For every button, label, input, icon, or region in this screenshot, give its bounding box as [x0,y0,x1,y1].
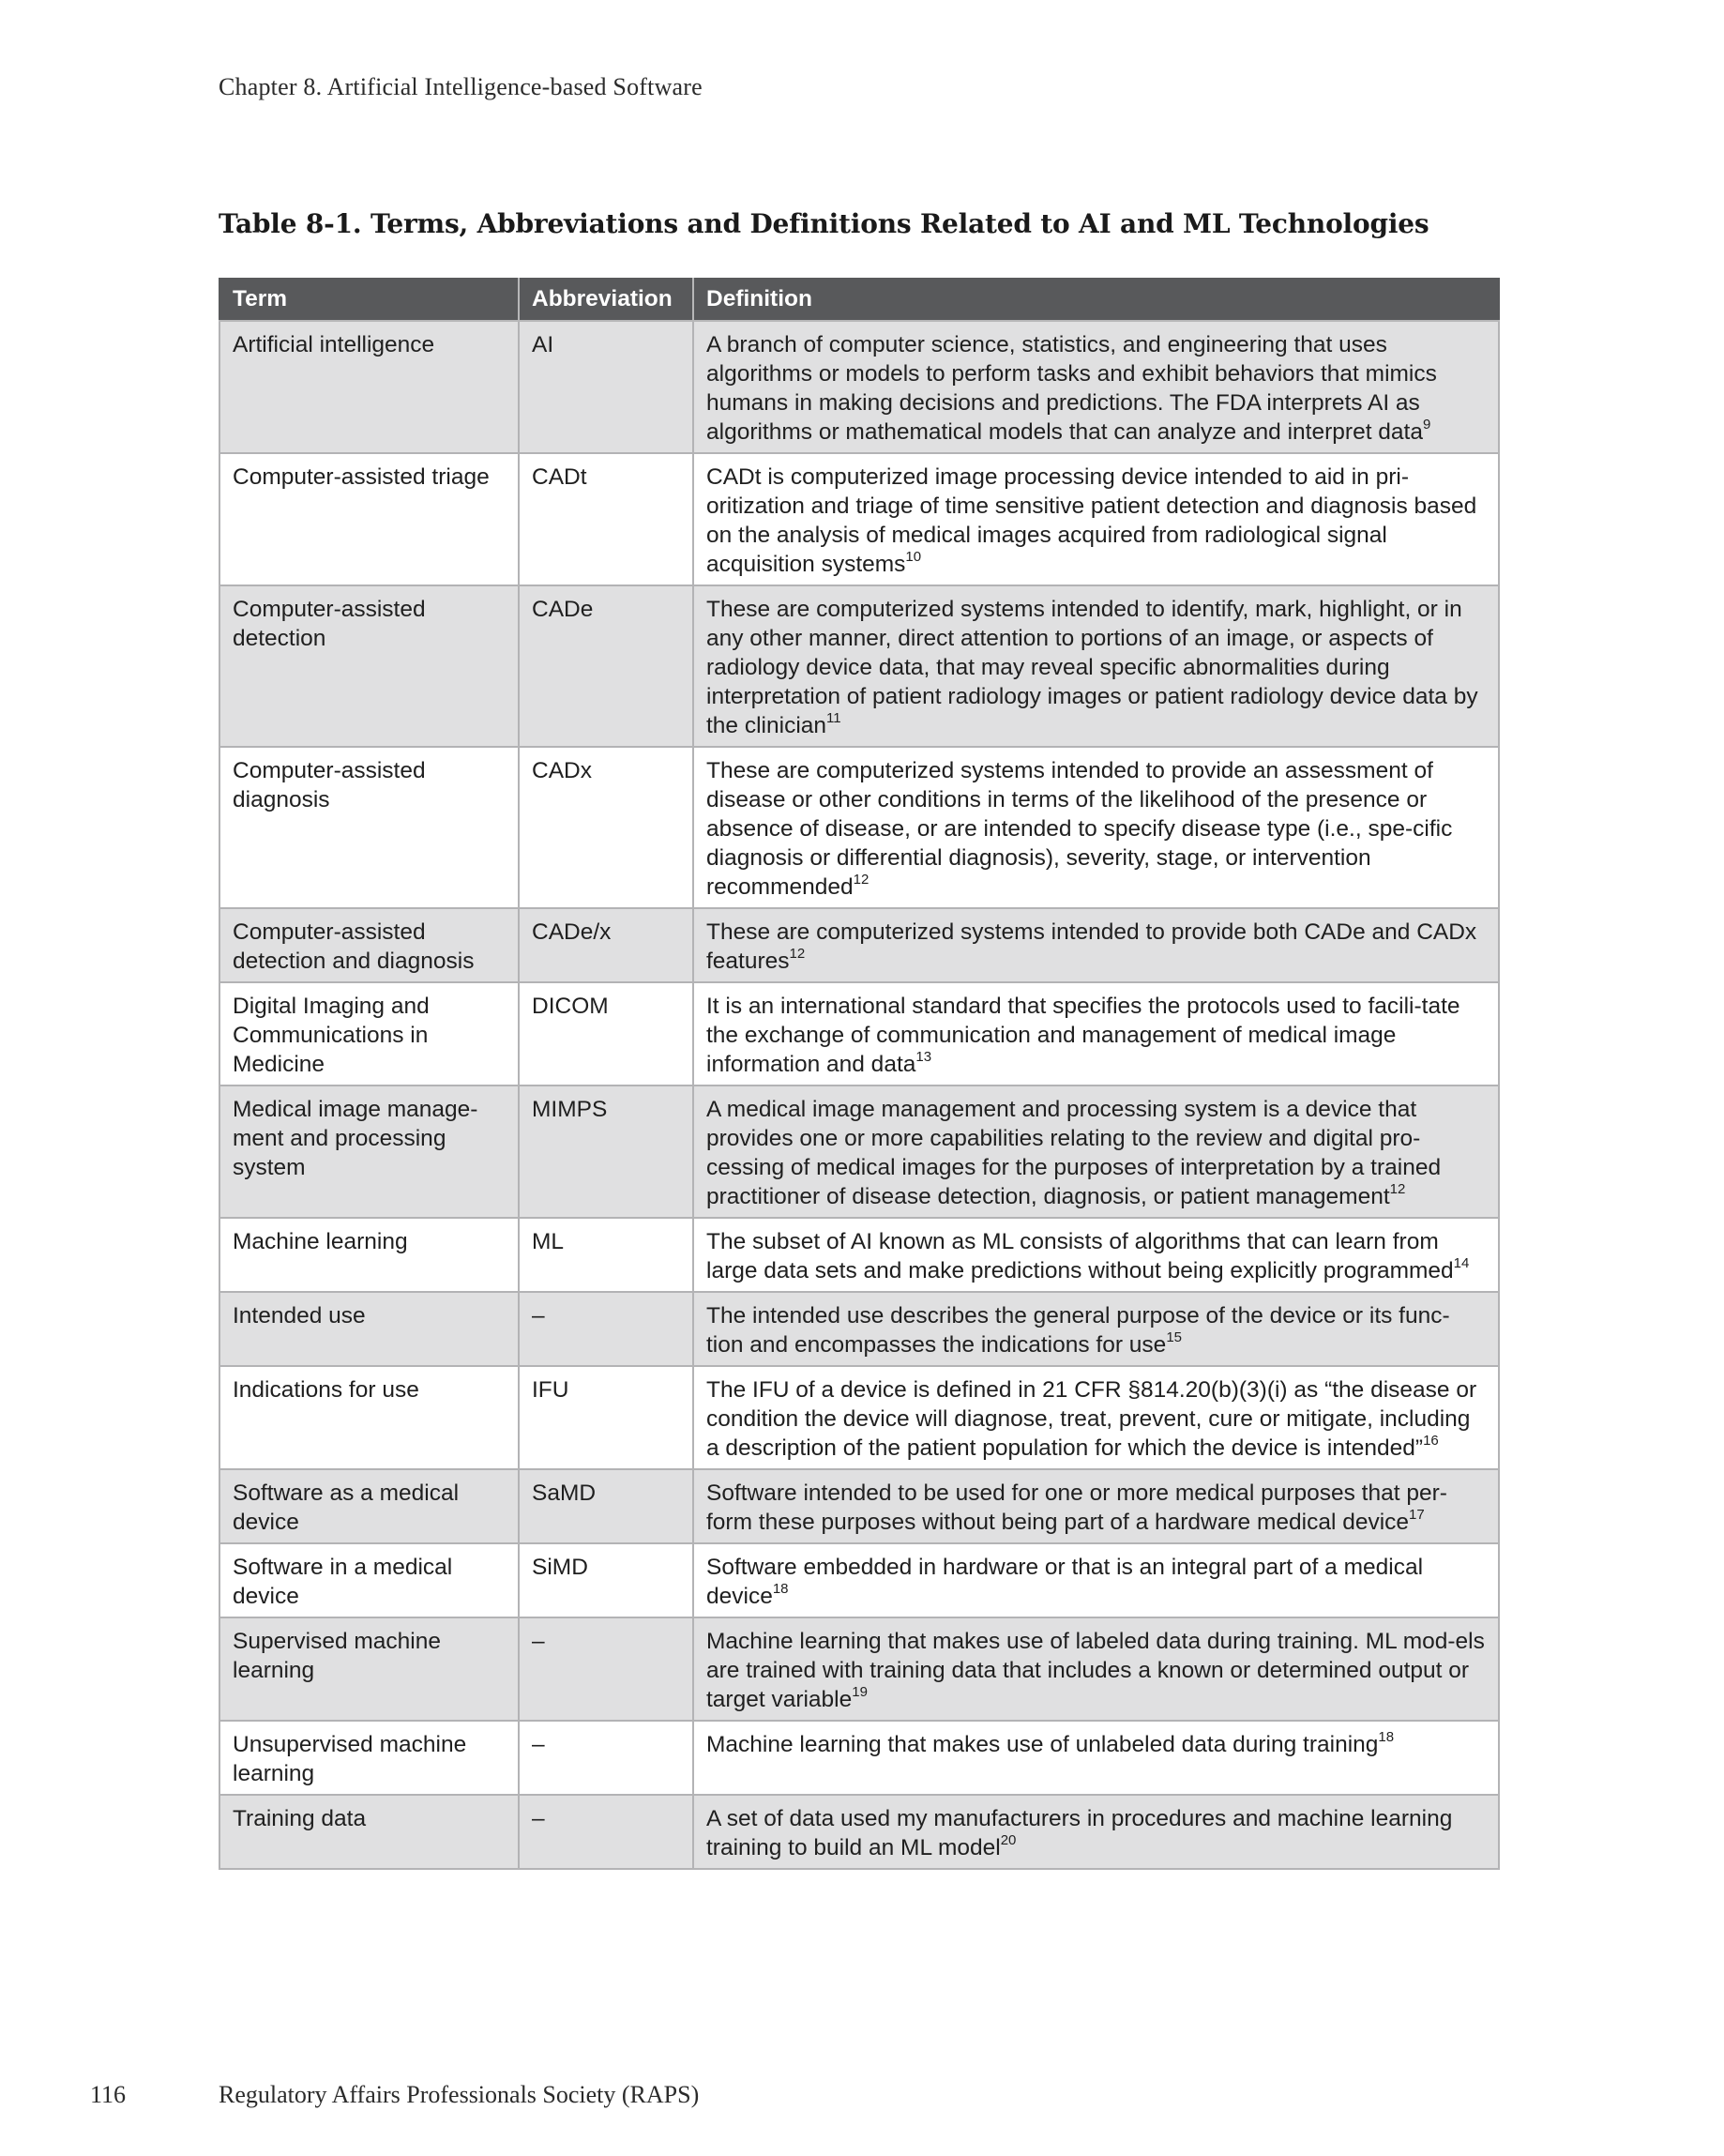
table-row [219,1469,1499,1543]
abbreviation-text: – [532,1629,545,1654]
definition-cell [693,1721,1499,1795]
definition-cell [693,321,1499,453]
abbreviation-cell [519,1721,693,1795]
definition-text: Machine learning that makes use of labeled data during training. ML mod-els are trained with training data that includes a known or determined output or target variable [706,1629,1485,1712]
term-text: Artificial intelligence [233,332,435,357]
abbreviation-text: SaMD [532,1480,597,1506]
abbreviation-cell [519,1795,693,1869]
abbreviation-text: – [532,1806,545,1831]
abbreviation-text: CADe/x [532,919,612,945]
reference-number: 12 [853,871,870,888]
reference-number: 14 [1453,1254,1470,1271]
term-text: Indications for use [233,1377,419,1403]
term-cell [219,1617,519,1721]
table-row [219,982,1499,1086]
reference-number: 17 [1409,1506,1425,1523]
abbreviation-cell [519,453,693,585]
term-text: Medical image manage-ment and processing system [233,1097,478,1180]
term-cell [219,453,519,585]
definition-cell [693,1366,1499,1469]
table-row [219,908,1499,982]
definition-text: Software intended to be used for one or more medical purposes that per-form these purposes without being part of a hardware medical device [706,1480,1447,1535]
term-text: Digital Imaging and Communications in Medicine [233,994,430,1077]
running-head: Chapter 8. Artificial Intelligence-based Software [219,73,703,100]
table-row [219,1543,1499,1617]
abbreviation-cell [519,1292,693,1366]
term-text: Software as a medical device [233,1480,460,1535]
abbreviation-cell [519,1469,693,1543]
abbreviation-cell [519,1617,693,1721]
abbreviation-text: IFU [532,1377,569,1403]
abbreviation-text: CADt [532,464,587,490]
definition-cell [693,453,1499,585]
table-row [219,585,1499,747]
definition-text: A medical image management and processing system is a device that provides one or more capabilities relating to the review and digital pro-cessing of medical images for the purposes of interpretation by a trained practitioner of disease detection, diagnosis, or patient management [706,1097,1442,1209]
term-text: Computer-assisted diagnosis [233,758,426,812]
term-cell [219,585,519,747]
definition-text: It is an international standard that specifies the protocols used to facili-tate the exchange of communication and management of medical image information and data [706,994,1460,1077]
reference-number: 13 [915,1048,932,1065]
definition-text: The subset of AI known as ML consists of algorithms that can learn from large data sets and make predictions without being explicitly programmed [706,1229,1454,1283]
definition-text: These are computerized systems intended to identify, mark, highlight, or in any other manner, direct attention to portions of an image, or aspects of radiology device data, that may reveal specific abnormalities during interpretation of patient radiology images or patient radiology device data by the clinician [706,597,1478,738]
table-row [219,1366,1499,1469]
abbreviation-cell [519,982,693,1086]
table-row [219,747,1499,908]
definition-cell [693,1795,1499,1869]
definition-text: A set of data used my manufacturers in procedures and machine learning training to build an ML model [706,1806,1453,1860]
table-row [219,1617,1499,1721]
abbreviation-cell [519,1086,693,1218]
term-text: Computer-assisted detection [233,597,426,651]
definition-cell [693,908,1499,982]
term-text: Unsupervised machine learning [233,1732,467,1786]
definition-text: These are computerized systems intended to provide both CADe and CADx features [706,919,1477,974]
table-title: Table 8-1. Terms, Abbreviations and Definitions Related to AI and ML Technologies [219,208,1429,239]
reference-number: 20 [1000,1831,1017,1848]
reference-number: 18 [1378,1728,1395,1745]
reference-number: 16 [1423,1432,1439,1449]
table-row [219,321,1499,453]
reference-number: 10 [905,548,922,565]
term-cell [219,1366,519,1469]
term-text: Computer-assisted triage [233,464,490,490]
definition-text: The intended use describes the general purpose of the device or its func-tion and encompasses the indications for use [706,1303,1450,1358]
definition-cell [693,1292,1499,1366]
term-cell [219,1218,519,1292]
term-cell [219,1543,519,1617]
abbreviation-cell [519,1366,693,1469]
abbreviation-cell [519,1543,693,1617]
term-cell [219,1469,519,1543]
abbreviation-text: CADx [532,758,592,783]
term-text: Intended use [233,1303,366,1329]
abbreviation-cell [519,585,693,747]
column-header-definition: Definition [693,278,1499,321]
reference-number: 18 [772,1580,789,1597]
abbreviation-text: – [532,1732,545,1757]
definition-text: These are computerized systems intended to provide an assessment of disease or other conditions in terms of the likelihood of the presence or absence of disease, or are intended to specify disease type (i.e., spe-cific diagnosis or differential diagnosis), severity, stage, or intervention recommended [706,758,1453,900]
abbreviation-cell [519,908,693,982]
term-cell [219,982,519,1086]
table-header-row [219,278,1499,321]
abbreviation-text: MIMPS [532,1097,608,1122]
definition-cell [693,1469,1499,1543]
definition-text: Machine learning that makes use of unlabeled data during training [706,1732,1379,1757]
term-cell [219,1086,519,1218]
column-header-term: Term [219,278,519,321]
abbreviation-text: CADe [532,597,594,622]
definition-text: A branch of computer science, statistics, and engineering that uses algorithms or models to perform tasks and exhibit behaviors that mimics humans in making decisions and predictions. The FDA interprets AI as algorithms or mathematical models that can analyze and interpret data [706,332,1437,445]
definition-cell [693,1543,1499,1617]
definition-text: CADt is computerized image processing device intended to aid in pri-oritization and triage of time sensitive patient detection and diagnosis based on the analysis of medical images acquired from radiological signal acquisition systems [706,464,1477,577]
definition-cell [693,585,1499,747]
abbreviation-text: SiMD [532,1555,588,1580]
abbreviation-cell [519,1218,693,1292]
abbreviation-text: DICOM [532,994,609,1019]
table-row [219,1218,1499,1292]
term-cell [219,747,519,908]
reference-number: 11 [826,709,841,726]
publisher-name: Regulatory Affairs Professionals Society (RAPS) [219,2081,700,2108]
definition-text: Software embedded in hardware or that is an integral part of a medical device [706,1555,1424,1609]
table-row [219,1795,1499,1869]
reference-number: 9 [1423,416,1431,433]
abbreviation-text: ML [532,1229,565,1254]
definition-cell [693,1218,1499,1292]
table-row [219,1292,1499,1366]
definition-cell [693,982,1499,1086]
reference-number: 12 [1389,1180,1406,1197]
reference-number: 19 [852,1683,868,1700]
terms-table [219,278,1500,1870]
reference-number: 12 [789,945,806,962]
column-header-abbreviation: Abbreviation [519,278,693,321]
term-cell [219,1292,519,1366]
abbreviation-cell [519,747,693,908]
definition-cell [693,1086,1499,1218]
abbreviation-text: – [532,1303,545,1329]
page-number: 116 [90,2081,127,2108]
table-row [219,1086,1499,1218]
definition-cell [693,747,1499,908]
term-cell [219,1795,519,1869]
reference-number: 15 [1166,1329,1182,1345]
term-text: Machine learning [233,1229,408,1254]
table-row [219,453,1499,585]
term-text: Training data [233,1806,367,1831]
table-body [219,321,1499,1869]
table-row [219,1721,1499,1795]
abbreviation-text: AI [532,332,554,357]
term-text: Supervised machine learning [233,1629,441,1683]
term-cell [219,1721,519,1795]
term-text: Software in a medical device [233,1555,453,1609]
term-text: Computer-assisted detection and diagnosis [233,919,475,974]
definition-text: The IFU of a device is defined in 21 CFR §814.20(b)(3)(i) as “the disease or condition the device will diagnose, treat, prevent, cure or mitigate, including a description of the patient population for which the device is intended” [706,1377,1477,1461]
term-cell [219,908,519,982]
term-cell [219,321,519,453]
abbreviation-cell [519,321,693,453]
definition-cell [693,1617,1499,1721]
